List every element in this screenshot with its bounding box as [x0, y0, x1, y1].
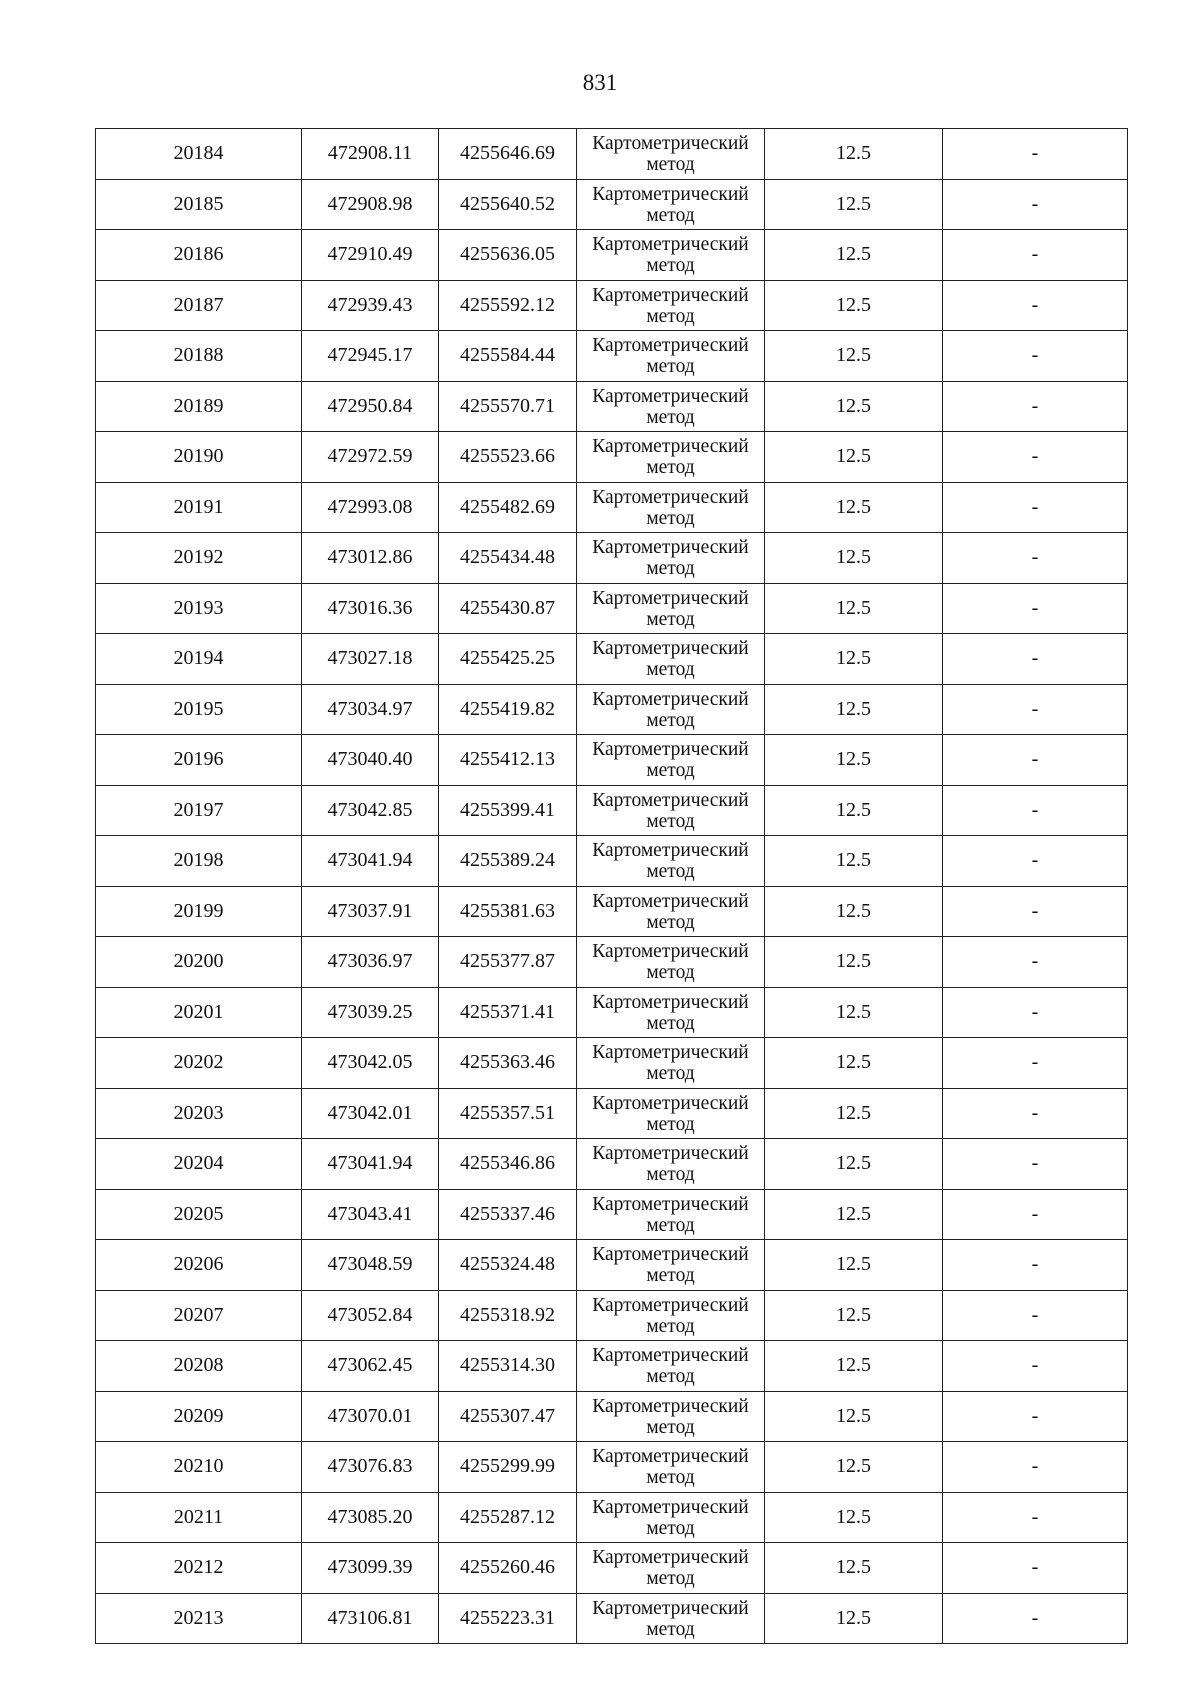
table-row [96, 583, 1128, 634]
note-cell: - [943, 1290, 1128, 1341]
x-coordinate-cell: 473037.91 [302, 886, 439, 937]
method-cell [577, 1543, 765, 1594]
method-line-2: метод [646, 962, 695, 984]
method-line-1: Картометрический [592, 436, 749, 458]
point-id-cell: 20201 [96, 987, 302, 1038]
method-line-2: метод [646, 1517, 695, 1539]
point-id-cell: 20210 [96, 1442, 302, 1493]
method-cell [577, 1240, 765, 1291]
method-line-2: метод [646, 861, 695, 883]
method-line-1: Картометрический [592, 1597, 749, 1619]
y-coordinate-cell: 4255389.24 [439, 836, 577, 887]
point-id-cell: 20191 [96, 482, 302, 533]
method-line-1: Картометрический [592, 1294, 749, 1316]
method-cell [577, 331, 765, 382]
x-coordinate-cell: 473041.94 [302, 836, 439, 887]
x-coordinate-cell: 473043.41 [302, 1189, 439, 1240]
method-cell [577, 280, 765, 331]
method-cell [577, 129, 765, 180]
method-line-2: метод [646, 1416, 695, 1438]
table-row [96, 280, 1128, 331]
note-cell: - [943, 381, 1128, 432]
accuracy-cell: 12.5 [765, 129, 943, 180]
y-coordinate-cell: 4255412.13 [439, 735, 577, 786]
note-cell: - [943, 684, 1128, 735]
method-line-2: метод [646, 810, 695, 832]
point-id-cell: 20200 [96, 937, 302, 988]
page-number: 831 [582, 70, 618, 95]
accuracy-cell: 12.5 [765, 1593, 943, 1644]
note-cell: - [943, 230, 1128, 281]
method-cell [577, 1290, 765, 1341]
y-coordinate-cell: 4255337.46 [439, 1189, 577, 1240]
method-cell [577, 987, 765, 1038]
x-coordinate-cell: 473099.39 [302, 1543, 439, 1594]
point-id-cell: 20202 [96, 1038, 302, 1089]
method-line-2: метод [646, 911, 695, 933]
table-row [96, 331, 1128, 382]
note-cell: - [943, 533, 1128, 584]
method-line-2: метод [646, 1366, 695, 1388]
accuracy-cell: 12.5 [765, 280, 943, 331]
y-coordinate-cell: 4255419.82 [439, 684, 577, 735]
method-cell [577, 937, 765, 988]
note-cell: - [943, 1492, 1128, 1543]
note-cell: - [943, 886, 1128, 937]
point-id-cell: 20203 [96, 1088, 302, 1139]
table-row [96, 1442, 1128, 1493]
method-line-2: метод [646, 255, 695, 277]
method-line-1: Картометрический [592, 789, 749, 811]
method-line-1: Картометрический [592, 537, 749, 559]
method-line-1: Картометрический [592, 1143, 749, 1165]
method-line-1: Картометрический [592, 991, 749, 1013]
note-cell: - [943, 179, 1128, 230]
accuracy-cell: 12.5 [765, 331, 943, 382]
table-row [96, 1088, 1128, 1139]
note-cell: - [943, 129, 1128, 180]
method-cell [577, 1088, 765, 1139]
table-row [96, 987, 1128, 1038]
method-line-2: метод [646, 1164, 695, 1186]
table-row [96, 482, 1128, 533]
accuracy-cell: 12.5 [765, 432, 943, 483]
accuracy-cell: 12.5 [765, 1341, 943, 1392]
x-coordinate-cell: 472910.49 [302, 230, 439, 281]
table-row [96, 1543, 1128, 1594]
table-row [96, 785, 1128, 836]
y-coordinate-cell: 4255314.30 [439, 1341, 577, 1392]
x-coordinate-cell: 473052.84 [302, 1290, 439, 1341]
method-cell [577, 735, 765, 786]
y-coordinate-cell: 4255570.71 [439, 381, 577, 432]
accuracy-cell: 12.5 [765, 1139, 943, 1190]
accuracy-cell: 12.5 [765, 684, 943, 735]
table-row [96, 684, 1128, 735]
method-line-2: метод [646, 1063, 695, 1085]
x-coordinate-cell: 472993.08 [302, 482, 439, 533]
point-id-cell: 20190 [96, 432, 302, 483]
method-cell [577, 230, 765, 281]
method-line-1: Картометрический [592, 1092, 749, 1114]
note-cell: - [943, 735, 1128, 786]
x-coordinate-cell: 472972.59 [302, 432, 439, 483]
x-coordinate-cell: 472945.17 [302, 331, 439, 382]
method-line-1: Картометрический [592, 1042, 749, 1064]
table-row [96, 634, 1128, 685]
point-id-cell: 20187 [96, 280, 302, 331]
y-coordinate-cell: 4255381.63 [439, 886, 577, 937]
y-coordinate-cell: 4255399.41 [439, 785, 577, 836]
note-cell: - [943, 1593, 1128, 1644]
point-id-cell: 20207 [96, 1290, 302, 1341]
method-cell [577, 179, 765, 230]
accuracy-cell: 12.5 [765, 482, 943, 533]
note-cell: - [943, 280, 1128, 331]
method-line-2: метод [646, 356, 695, 378]
y-coordinate-cell: 4255307.47 [439, 1391, 577, 1442]
table-row [96, 179, 1128, 230]
table-row [96, 1139, 1128, 1190]
method-line-2: метод [646, 1568, 695, 1590]
accuracy-cell: 12.5 [765, 735, 943, 786]
method-cell [577, 836, 765, 887]
point-id-cell: 20208 [96, 1341, 302, 1392]
method-line-1: Картометрический [592, 1193, 749, 1215]
x-coordinate-cell: 473048.59 [302, 1240, 439, 1291]
note-cell: - [943, 937, 1128, 988]
method-line-1: Картометрический [592, 688, 749, 710]
table-row [96, 1341, 1128, 1392]
note-cell: - [943, 1088, 1128, 1139]
y-coordinate-cell: 4255425.25 [439, 634, 577, 685]
x-coordinate-cell: 473085.20 [302, 1492, 439, 1543]
method-line-1: Картометрический [592, 638, 749, 660]
method-cell [577, 1492, 765, 1543]
point-id-cell: 20209 [96, 1391, 302, 1442]
method-line-1: Картометрический [592, 284, 749, 306]
method-line-1: Картометрический [592, 183, 749, 205]
method-cell [577, 634, 765, 685]
x-coordinate-cell: 473076.83 [302, 1442, 439, 1493]
y-coordinate-cell: 4255260.46 [439, 1543, 577, 1594]
method-line-2: метод [646, 558, 695, 580]
table-row [96, 1492, 1128, 1543]
y-coordinate-cell: 4255584.44 [439, 331, 577, 382]
method-line-2: метод [646, 457, 695, 479]
y-coordinate-cell: 4255324.48 [439, 1240, 577, 1291]
table-row [96, 533, 1128, 584]
accuracy-cell: 12.5 [765, 1189, 943, 1240]
point-id-cell: 20195 [96, 684, 302, 735]
accuracy-cell: 12.5 [765, 1442, 943, 1493]
table-row [96, 735, 1128, 786]
note-cell: - [943, 836, 1128, 887]
method-line-1: Картометрический [592, 1446, 749, 1468]
y-coordinate-cell: 4255434.48 [439, 533, 577, 584]
method-line-1: Картометрический [592, 1244, 749, 1266]
method-line-1: Картометрический [592, 1496, 749, 1518]
table-row [96, 1391, 1128, 1442]
x-coordinate-cell: 473041.94 [302, 1139, 439, 1190]
method-cell [577, 1391, 765, 1442]
point-id-cell: 20212 [96, 1543, 302, 1594]
accuracy-cell: 12.5 [765, 1038, 943, 1089]
note-cell: - [943, 1139, 1128, 1190]
method-line-2: метод [646, 1467, 695, 1489]
table-row [96, 432, 1128, 483]
point-id-cell: 20188 [96, 331, 302, 382]
table-row [96, 381, 1128, 432]
y-coordinate-cell: 4255223.31 [439, 1593, 577, 1644]
table-row [96, 1038, 1128, 1089]
point-id-cell: 20184 [96, 129, 302, 180]
method-line-2: метод [646, 1618, 695, 1640]
method-cell [577, 533, 765, 584]
x-coordinate-cell: 472908.11 [302, 129, 439, 180]
point-id-cell: 20197 [96, 785, 302, 836]
point-id-cell: 20206 [96, 1240, 302, 1291]
method-line-1: Картометрический [592, 587, 749, 609]
method-cell [577, 1189, 765, 1240]
note-cell: - [943, 1543, 1128, 1594]
note-cell: - [943, 1240, 1128, 1291]
y-coordinate-cell: 4255371.41 [439, 987, 577, 1038]
note-cell: - [943, 1341, 1128, 1392]
accuracy-cell: 12.5 [765, 1290, 943, 1341]
y-coordinate-cell: 4255592.12 [439, 280, 577, 331]
method-line-1: Картометрический [592, 1547, 749, 1569]
method-cell [577, 583, 765, 634]
x-coordinate-cell: 473034.97 [302, 684, 439, 735]
y-coordinate-cell: 4255377.87 [439, 937, 577, 988]
table-row [96, 1240, 1128, 1291]
note-cell: - [943, 987, 1128, 1038]
x-coordinate-cell: 473027.18 [302, 634, 439, 685]
accuracy-cell: 12.5 [765, 634, 943, 685]
table-row [96, 886, 1128, 937]
x-coordinate-cell: 472950.84 [302, 381, 439, 432]
accuracy-cell: 12.5 [765, 1240, 943, 1291]
method-line-2: метод [646, 760, 695, 782]
y-coordinate-cell: 4255523.66 [439, 432, 577, 483]
note-cell: - [943, 1038, 1128, 1089]
accuracy-cell: 12.5 [765, 937, 943, 988]
method-cell [577, 432, 765, 483]
method-line-1: Картометрический [592, 1345, 749, 1367]
point-id-cell: 20211 [96, 1492, 302, 1543]
accuracy-cell: 12.5 [765, 179, 943, 230]
accuracy-cell: 12.5 [765, 583, 943, 634]
point-id-cell: 20196 [96, 735, 302, 786]
y-coordinate-cell: 4255430.87 [439, 583, 577, 634]
method-line-2: метод [646, 608, 695, 630]
note-cell: - [943, 785, 1128, 836]
x-coordinate-cell: 473042.05 [302, 1038, 439, 1089]
x-coordinate-cell: 473040.40 [302, 735, 439, 786]
table-row [96, 1189, 1128, 1240]
x-coordinate-cell: 472908.98 [302, 179, 439, 230]
point-id-cell: 20192 [96, 533, 302, 584]
y-coordinate-cell: 4255482.69 [439, 482, 577, 533]
y-coordinate-cell: 4255318.92 [439, 1290, 577, 1341]
y-coordinate-cell: 4255640.52 [439, 179, 577, 230]
point-id-cell: 20205 [96, 1189, 302, 1240]
y-coordinate-cell: 4255287.12 [439, 1492, 577, 1543]
method-line-2: метод [646, 507, 695, 529]
method-line-1: Картометрический [592, 890, 749, 912]
method-line-2: метод [646, 1315, 695, 1337]
note-cell: - [943, 1442, 1128, 1493]
method-line-2: метод [646, 204, 695, 226]
method-line-1: Картометрический [592, 335, 749, 357]
method-line-2: метод [646, 1214, 695, 1236]
method-line-2: метод [646, 1012, 695, 1034]
method-cell [577, 381, 765, 432]
y-coordinate-cell: 4255646.69 [439, 129, 577, 180]
x-coordinate-cell: 473042.85 [302, 785, 439, 836]
note-cell: - [943, 331, 1128, 382]
accuracy-cell: 12.5 [765, 836, 943, 887]
accuracy-cell: 12.5 [765, 1391, 943, 1442]
method-line-1: Картометрический [592, 840, 749, 862]
method-cell [577, 1038, 765, 1089]
x-coordinate-cell: 472939.43 [302, 280, 439, 331]
x-coordinate-cell: 473016.36 [302, 583, 439, 634]
point-id-cell: 20186 [96, 230, 302, 281]
x-coordinate-cell: 473070.01 [302, 1391, 439, 1442]
accuracy-cell: 12.5 [765, 1543, 943, 1594]
y-coordinate-cell: 4255357.51 [439, 1088, 577, 1139]
point-id-cell: 20204 [96, 1139, 302, 1190]
method-line-2: метод [646, 406, 695, 428]
table-row [96, 129, 1128, 180]
table-body [96, 129, 1128, 1644]
accuracy-cell: 12.5 [765, 785, 943, 836]
note-cell: - [943, 432, 1128, 483]
table-row [96, 230, 1128, 281]
note-cell: - [943, 1391, 1128, 1442]
method-line-2: метод [646, 1265, 695, 1287]
method-cell [577, 785, 765, 836]
y-coordinate-cell: 4255299.99 [439, 1442, 577, 1493]
point-id-cell: 20185 [96, 179, 302, 230]
x-coordinate-cell: 473062.45 [302, 1341, 439, 1392]
accuracy-cell: 12.5 [765, 381, 943, 432]
point-id-cell: 20213 [96, 1593, 302, 1644]
point-id-cell: 20198 [96, 836, 302, 887]
method-line-2: метод [646, 305, 695, 327]
y-coordinate-cell: 4255346.86 [439, 1139, 577, 1190]
method-cell [577, 886, 765, 937]
method-cell [577, 1442, 765, 1493]
accuracy-cell: 12.5 [765, 886, 943, 937]
point-id-cell: 20199 [96, 886, 302, 937]
accuracy-cell: 12.5 [765, 533, 943, 584]
accuracy-cell: 12.5 [765, 230, 943, 281]
accuracy-cell: 12.5 [765, 1088, 943, 1139]
method-line-1: Картометрический [592, 234, 749, 256]
y-coordinate-cell: 4255636.05 [439, 230, 577, 281]
method-line-1: Картометрический [592, 739, 749, 761]
accuracy-cell: 12.5 [765, 987, 943, 1038]
method-line-1: Картометрический [592, 133, 749, 155]
point-id-cell: 20189 [96, 381, 302, 432]
table-row [96, 1290, 1128, 1341]
method-line-2: метод [646, 1113, 695, 1135]
method-cell [577, 1139, 765, 1190]
method-cell [577, 1341, 765, 1392]
x-coordinate-cell: 473039.25 [302, 987, 439, 1038]
table-row [96, 937, 1128, 988]
note-cell: - [943, 583, 1128, 634]
table-row [96, 1593, 1128, 1644]
x-coordinate-cell: 473036.97 [302, 937, 439, 988]
table-row [96, 836, 1128, 887]
y-coordinate-cell: 4255363.46 [439, 1038, 577, 1089]
method-line-2: метод [646, 154, 695, 176]
method-line-1: Картометрический [592, 385, 749, 407]
point-id-cell: 20194 [96, 634, 302, 685]
method-cell [577, 684, 765, 735]
note-cell: - [943, 1189, 1128, 1240]
method-line-1: Картометрический [592, 1395, 749, 1417]
accuracy-cell: 12.5 [765, 1492, 943, 1543]
note-cell: - [943, 482, 1128, 533]
note-cell: - [943, 634, 1128, 685]
method-line-1: Картометрический [592, 941, 749, 963]
x-coordinate-cell: 473106.81 [302, 1593, 439, 1644]
method-line-2: метод [646, 709, 695, 731]
x-coordinate-cell: 473012.86 [302, 533, 439, 584]
point-id-cell: 20193 [96, 583, 302, 634]
method-cell [577, 1593, 765, 1644]
method-line-2: метод [646, 659, 695, 681]
x-coordinate-cell: 473042.01 [302, 1088, 439, 1139]
method-cell [577, 482, 765, 533]
method-line-1: Картометрический [592, 486, 749, 508]
coordinates-table [95, 128, 1128, 1644]
